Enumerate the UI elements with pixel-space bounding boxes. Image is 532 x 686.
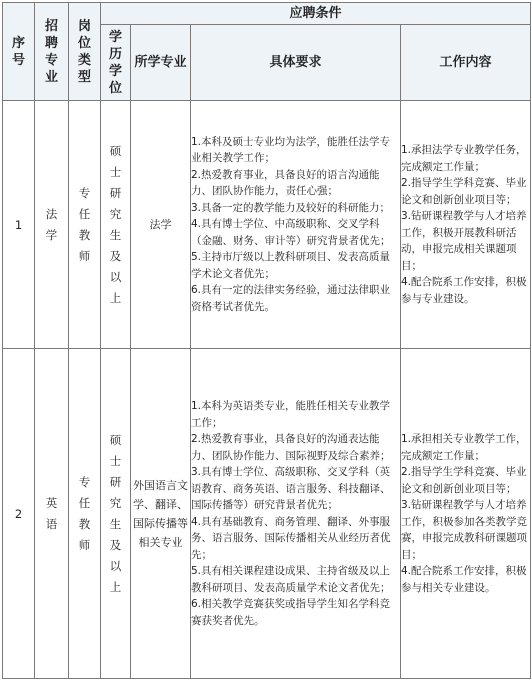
- header-duties: 工作内容: [401, 25, 531, 101]
- recruitment-table: [2, 2, 531, 679]
- duty-item: 1.承担法学专业教学任务，完成额定工作量；: [401, 144, 527, 173]
- requirement-item: 6.相关教学竞赛获奖或指导学生知名学科竞赛获奖者优先。: [191, 598, 391, 627]
- header-conditions: 应聘条件: [101, 3, 531, 25]
- row-duties: [401, 101, 531, 349]
- row-post-type: 专任教师: [69, 349, 101, 679]
- duty-item: 3.钻研课程教学与人才培养工作，积极参加各类教学竞赛，申报完成教科研课题项目；: [401, 499, 527, 561]
- row-major: 法学: [35, 101, 69, 349]
- requirement-item: 1.本科及硕士专业均为法学，能胜任法学专业相关教学工作；: [191, 135, 391, 165]
- duty-item: 1.承担相关专业教学工作，完成额定工作量；: [401, 433, 527, 462]
- duty-item: 4.配合院系工作安排，积极参与专业建设。: [401, 276, 527, 305]
- requirement-item: 5.主持市厅级以上教科研项目、发表高质量学术论文者优先；: [191, 251, 391, 280]
- row-seq: 2: [3, 349, 35, 679]
- header-education: 学历学位: [101, 25, 131, 101]
- duty-item: 4.配合院系工作安排，积极参与相关专业建设。: [401, 565, 527, 594]
- row-duties: [401, 349, 531, 679]
- row-required-major: 法学: [131, 101, 191, 349]
- duty-item: 3.钻研课程教学与人才培养工作，积极开展教科研活动，申报完成相关课题项目；: [401, 210, 527, 272]
- header-required-major: 所学专业: [131, 25, 191, 101]
- requirement-item: 6.具有一定的法律实务经验，通过法律职业资格考试者优先。: [191, 284, 391, 313]
- requirement-item: 1.本科为英语类专业，能胜任相关专业教学工作；: [191, 400, 391, 429]
- table-row: [3, 349, 531, 679]
- requirement-item: 2.热爱教育事业，具备良好的沟通表达能力、团队协作能力、国际视野及综合素养；: [191, 433, 391, 462]
- header-requirements: 具体要求: [191, 25, 401, 101]
- requirement-item: 3.具备一定的教学能力及较好的科研能力；: [191, 201, 391, 214]
- requirement-item: 4.具有基础教育、商务管理、翻译、外事服务、语言服务、国际传播相关从业经历者优先；: [191, 515, 391, 561]
- row-requirements: [191, 101, 401, 349]
- row-required-major: 外国语言文学、翻译、国际传播等相关专业: [131, 349, 191, 679]
- table-row: [3, 101, 531, 349]
- row-post-type: 专任教师: [69, 101, 101, 349]
- row-major: 英语: [35, 349, 69, 679]
- requirement-item: 3.具有博士学位、高级职称、交叉学科（英语教育、商务英语、语言服务、科技翻译、国际传播等）研究背景者优先；: [191, 466, 391, 511]
- row-requirements: [191, 349, 401, 679]
- duty-item: 2.指导学生学科竞赛、毕业论文和创新创业项目等；: [401, 177, 527, 206]
- row-education: 硕士研究生及以上: [101, 349, 131, 679]
- row-education: 硕士研究生及以上: [101, 101, 131, 349]
- requirement-item: 5.具有相关课程建设成果、主持省级及以上教科研项目、发表高质量学术论文者优先；: [191, 565, 391, 594]
- requirement-item: 2.热爱教育事业，具备良好的语言沟通能力、团队协作能力，责任心强；: [191, 168, 380, 198]
- row-seq: 1: [3, 101, 35, 349]
- duty-item: 2.指导学生学科竞赛、毕业论文和创新创业项目等；: [401, 466, 527, 495]
- header-seq: 序号: [3, 3, 35, 101]
- requirement-item: 4.具有博士学位、中高级职称、交叉学科（金融、财务、审计等）研究背景者优先；: [191, 218, 391, 247]
- header-post-type: 岗位类型: [69, 3, 101, 101]
- header-recruit-major: 招聘专业: [35, 3, 69, 101]
